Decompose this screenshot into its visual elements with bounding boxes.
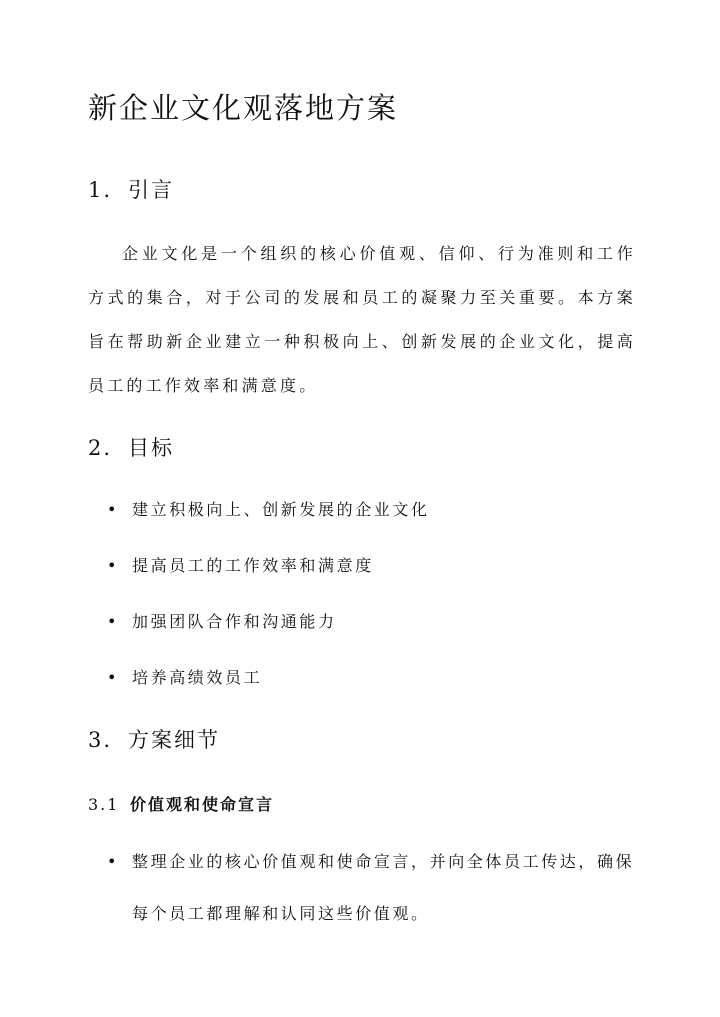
list-item-text: 整理企业的核心价值观和使命宣言，并向全体员工传达，确保每个员工都理解和认同这些价值观。 (132, 852, 635, 923)
section-number: 3. (88, 728, 113, 752)
intro-paragraph: 企业文化是一个组织的核心价值观、信仰、行为准则和工作方式的集合，对于公司的发展和员工的凝聚力至关重要。本方案旨在帮助新企业建立一种积极向上、创新发展的企业文化，提高员工的工作效率和满意度。 (88, 244, 636, 395)
bullet-icon: • (107, 668, 120, 687)
list-item-text: 建立积极向上、创新发展的企业文化 (132, 500, 430, 519)
list-item (88, 836, 636, 940)
section-heading-plan-details (88, 724, 220, 754)
bullet-icon: • (107, 852, 120, 871)
list-item-text: 培养高绩效员工 (132, 668, 263, 687)
list-item (88, 482, 636, 538)
subsection-heading-values (88, 792, 274, 815)
values-list (88, 836, 636, 940)
subsection-title: 价值观和使命宣言 (130, 795, 275, 814)
bullet-icon: • (107, 556, 120, 575)
bullet-icon: • (107, 500, 120, 519)
section-title: 引言 (128, 178, 174, 202)
section-heading-goals (88, 432, 174, 462)
section-number: 1. (88, 178, 113, 202)
section-number: 2. (88, 436, 113, 460)
bullet-icon: • (107, 612, 120, 631)
list-item (88, 650, 636, 706)
section-heading-intro (88, 174, 174, 204)
section-title: 目标 (128, 436, 174, 460)
list-item-text: 提高员工的工作效率和满意度 (132, 556, 374, 575)
list-item (88, 594, 636, 650)
goals-list (88, 482, 636, 706)
list-item-text: 加强团队合作和沟通能力 (132, 612, 337, 631)
subsection-number: 3.1 (88, 795, 120, 814)
list-item (88, 538, 636, 594)
section-title: 方案细节 (128, 728, 220, 752)
document-title: 新企业文化观落地方案 (88, 91, 399, 125)
